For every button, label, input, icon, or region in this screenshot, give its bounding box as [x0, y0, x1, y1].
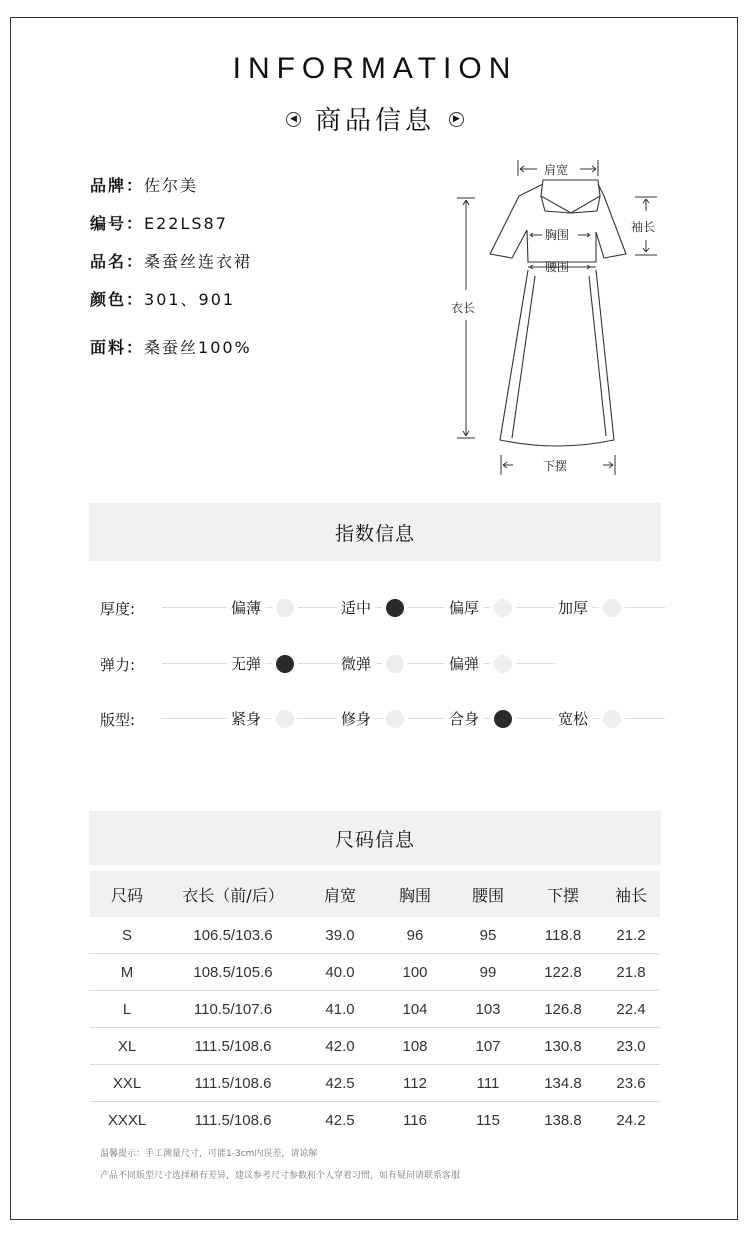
dress-diagram: [440, 150, 670, 490]
table-cell: 134.8: [524, 1065, 602, 1102]
table-cell: 42.0: [302, 1028, 378, 1065]
index-row-label: 弹力:: [100, 656, 136, 674]
note-fit: 产品不同版型尺寸选择稍有差异，建议参考尺寸参数和个人穿着习惯，如有疑问请联系客服: [100, 1171, 461, 1181]
table-cell: 111.5/108.6: [164, 1065, 302, 1102]
table-row: [90, 991, 660, 1028]
index-row-thickness: [100, 598, 665, 618]
index-section-title: 指数信息: [89, 503, 661, 561]
index-dot: [494, 599, 512, 617]
size-table: [90, 871, 660, 1138]
info-fabric: [90, 335, 252, 358]
table-row: [90, 1065, 660, 1102]
table-cell: 100: [378, 954, 452, 991]
info-color: [90, 287, 235, 310]
index-option: 适中: [337, 598, 375, 618]
info-label: 品名：: [90, 252, 145, 271]
table-cell: 122.8: [524, 954, 602, 991]
column-header: 尺码: [90, 871, 164, 917]
table-cell: 104: [378, 991, 452, 1028]
diagram-sleeve-label: 袖长: [631, 220, 656, 234]
table-cell: 111.5/108.6: [194, 1111, 272, 1129]
table-cell: 138.8: [544, 1111, 582, 1129]
table-cell: 96: [378, 917, 452, 954]
index-dot: [603, 710, 621, 728]
table-cell: 111: [452, 1065, 524, 1102]
index-option: 微弹: [337, 654, 375, 674]
info-value: 桑蚕丝100%: [144, 338, 252, 357]
index-option: 偏厚: [445, 598, 483, 618]
index-dot: [386, 710, 404, 728]
index-dot: [276, 599, 294, 617]
index-dot: [603, 599, 621, 617]
table-cell: 41.0: [302, 991, 378, 1028]
table-cell: 103: [452, 991, 524, 1028]
table-cell: 116: [403, 1111, 427, 1129]
index-option: 无弹: [227, 654, 265, 674]
index-option: 偏弹: [445, 654, 483, 674]
table-cell: 112: [378, 1065, 452, 1102]
column-header: 衣长（前/后）: [164, 871, 302, 917]
info-code: [90, 211, 228, 234]
info-label: 颜色：: [90, 290, 145, 309]
table-cell: 42.5: [302, 1065, 378, 1102]
index-dot: [386, 655, 404, 673]
info-value: 桑蚕丝连衣裙: [144, 252, 253, 271]
diagram-length-label: 衣长: [451, 301, 476, 315]
index-option: 合身: [445, 709, 483, 729]
note-measurement: 温馨提示：手工测量尺寸，可能1-3cm内误差，请谅解: [100, 1149, 318, 1159]
table-cell: 24.2: [616, 1111, 646, 1129]
index-row-fit: [100, 709, 665, 729]
size-table-header: [90, 871, 660, 917]
table-cell: 108: [378, 1028, 452, 1065]
title-cn-text: 商品信息: [314, 106, 435, 136]
table-cell: XXL: [90, 1065, 164, 1102]
table-cell: 23.6: [602, 1065, 660, 1102]
index-dot-selected: [494, 710, 512, 728]
info-label: 品牌：: [90, 176, 145, 195]
table-cell: 99: [452, 954, 524, 991]
info-value: 301、901: [144, 290, 236, 309]
table-row: [90, 1028, 660, 1065]
table-row: [90, 1102, 660, 1139]
column-header: 下摆: [524, 871, 602, 917]
index-row-label: 厚度:: [100, 600, 136, 618]
title-cn: [0, 100, 750, 137]
column-header: 胸围: [378, 871, 452, 917]
table-cell: XL: [90, 1028, 164, 1065]
index-dot: [494, 655, 512, 673]
diagram-chest-label: 胸围: [545, 228, 570, 242]
index-dot-selected: [386, 599, 404, 617]
table-row: [90, 954, 660, 991]
right-arrow-icon: ▶: [449, 112, 464, 127]
info-value: 佐尔美: [144, 176, 199, 195]
index-option: 偏薄: [227, 598, 265, 618]
info-label: 编号：: [90, 214, 145, 233]
table-cell: L: [90, 991, 164, 1028]
info-name: [90, 249, 252, 272]
table-cell: 21.2: [602, 917, 660, 954]
table-cell: 118.8: [524, 917, 602, 954]
table-cell: 21.8: [602, 954, 660, 991]
table-row: [90, 917, 660, 954]
table-cell: 108.5/105.6: [164, 954, 302, 991]
table-cell: 110.5/107.6: [164, 991, 302, 1028]
index-option: 修身: [337, 709, 375, 729]
table-cell: XXXL: [107, 1111, 147, 1129]
size-section-title: 尺码信息: [89, 811, 661, 865]
column-header: 腰围: [452, 871, 524, 917]
index-option: 紧身: [227, 709, 265, 729]
index-row-elasticity: [100, 654, 555, 674]
table-cell: 115: [476, 1111, 500, 1129]
diagram-hem-label: 下摆: [543, 459, 568, 473]
table-cell: 39.0: [302, 917, 378, 954]
column-header: 袖长: [602, 871, 660, 917]
title-en: INFORMATION: [232, 52, 518, 85]
table-cell: 111.5/108.6: [164, 1028, 302, 1065]
column-header: 肩宽: [302, 871, 378, 917]
index-row-label: 版型:: [100, 711, 136, 729]
info-value: E22LS87: [144, 214, 228, 233]
table-cell: 106.5/103.6: [164, 917, 302, 954]
table-cell: 126.8: [524, 991, 602, 1028]
table-cell: 23.0: [602, 1028, 660, 1065]
table-cell: 42.5: [325, 1111, 355, 1129]
diagram-waist-label: 腰围: [545, 260, 570, 274]
diagram-shoulder-label: 肩宽: [544, 163, 569, 177]
index-option: 宽松: [554, 709, 592, 729]
index-dot-selected: [276, 655, 294, 673]
table-cell: S: [90, 917, 164, 954]
info-brand: [90, 173, 198, 196]
table-cell: M: [90, 954, 164, 991]
info-label: 面料：: [90, 338, 145, 357]
index-option: 加厚: [554, 598, 592, 618]
table-cell: 22.4: [602, 991, 660, 1028]
table-cell: 95: [452, 917, 524, 954]
table-cell: 40.0: [302, 954, 378, 991]
table-cell: 130.8: [524, 1028, 602, 1065]
table-cell: 107: [452, 1028, 524, 1065]
left-arrow-icon: ◀: [286, 112, 301, 127]
index-dot: [276, 710, 294, 728]
